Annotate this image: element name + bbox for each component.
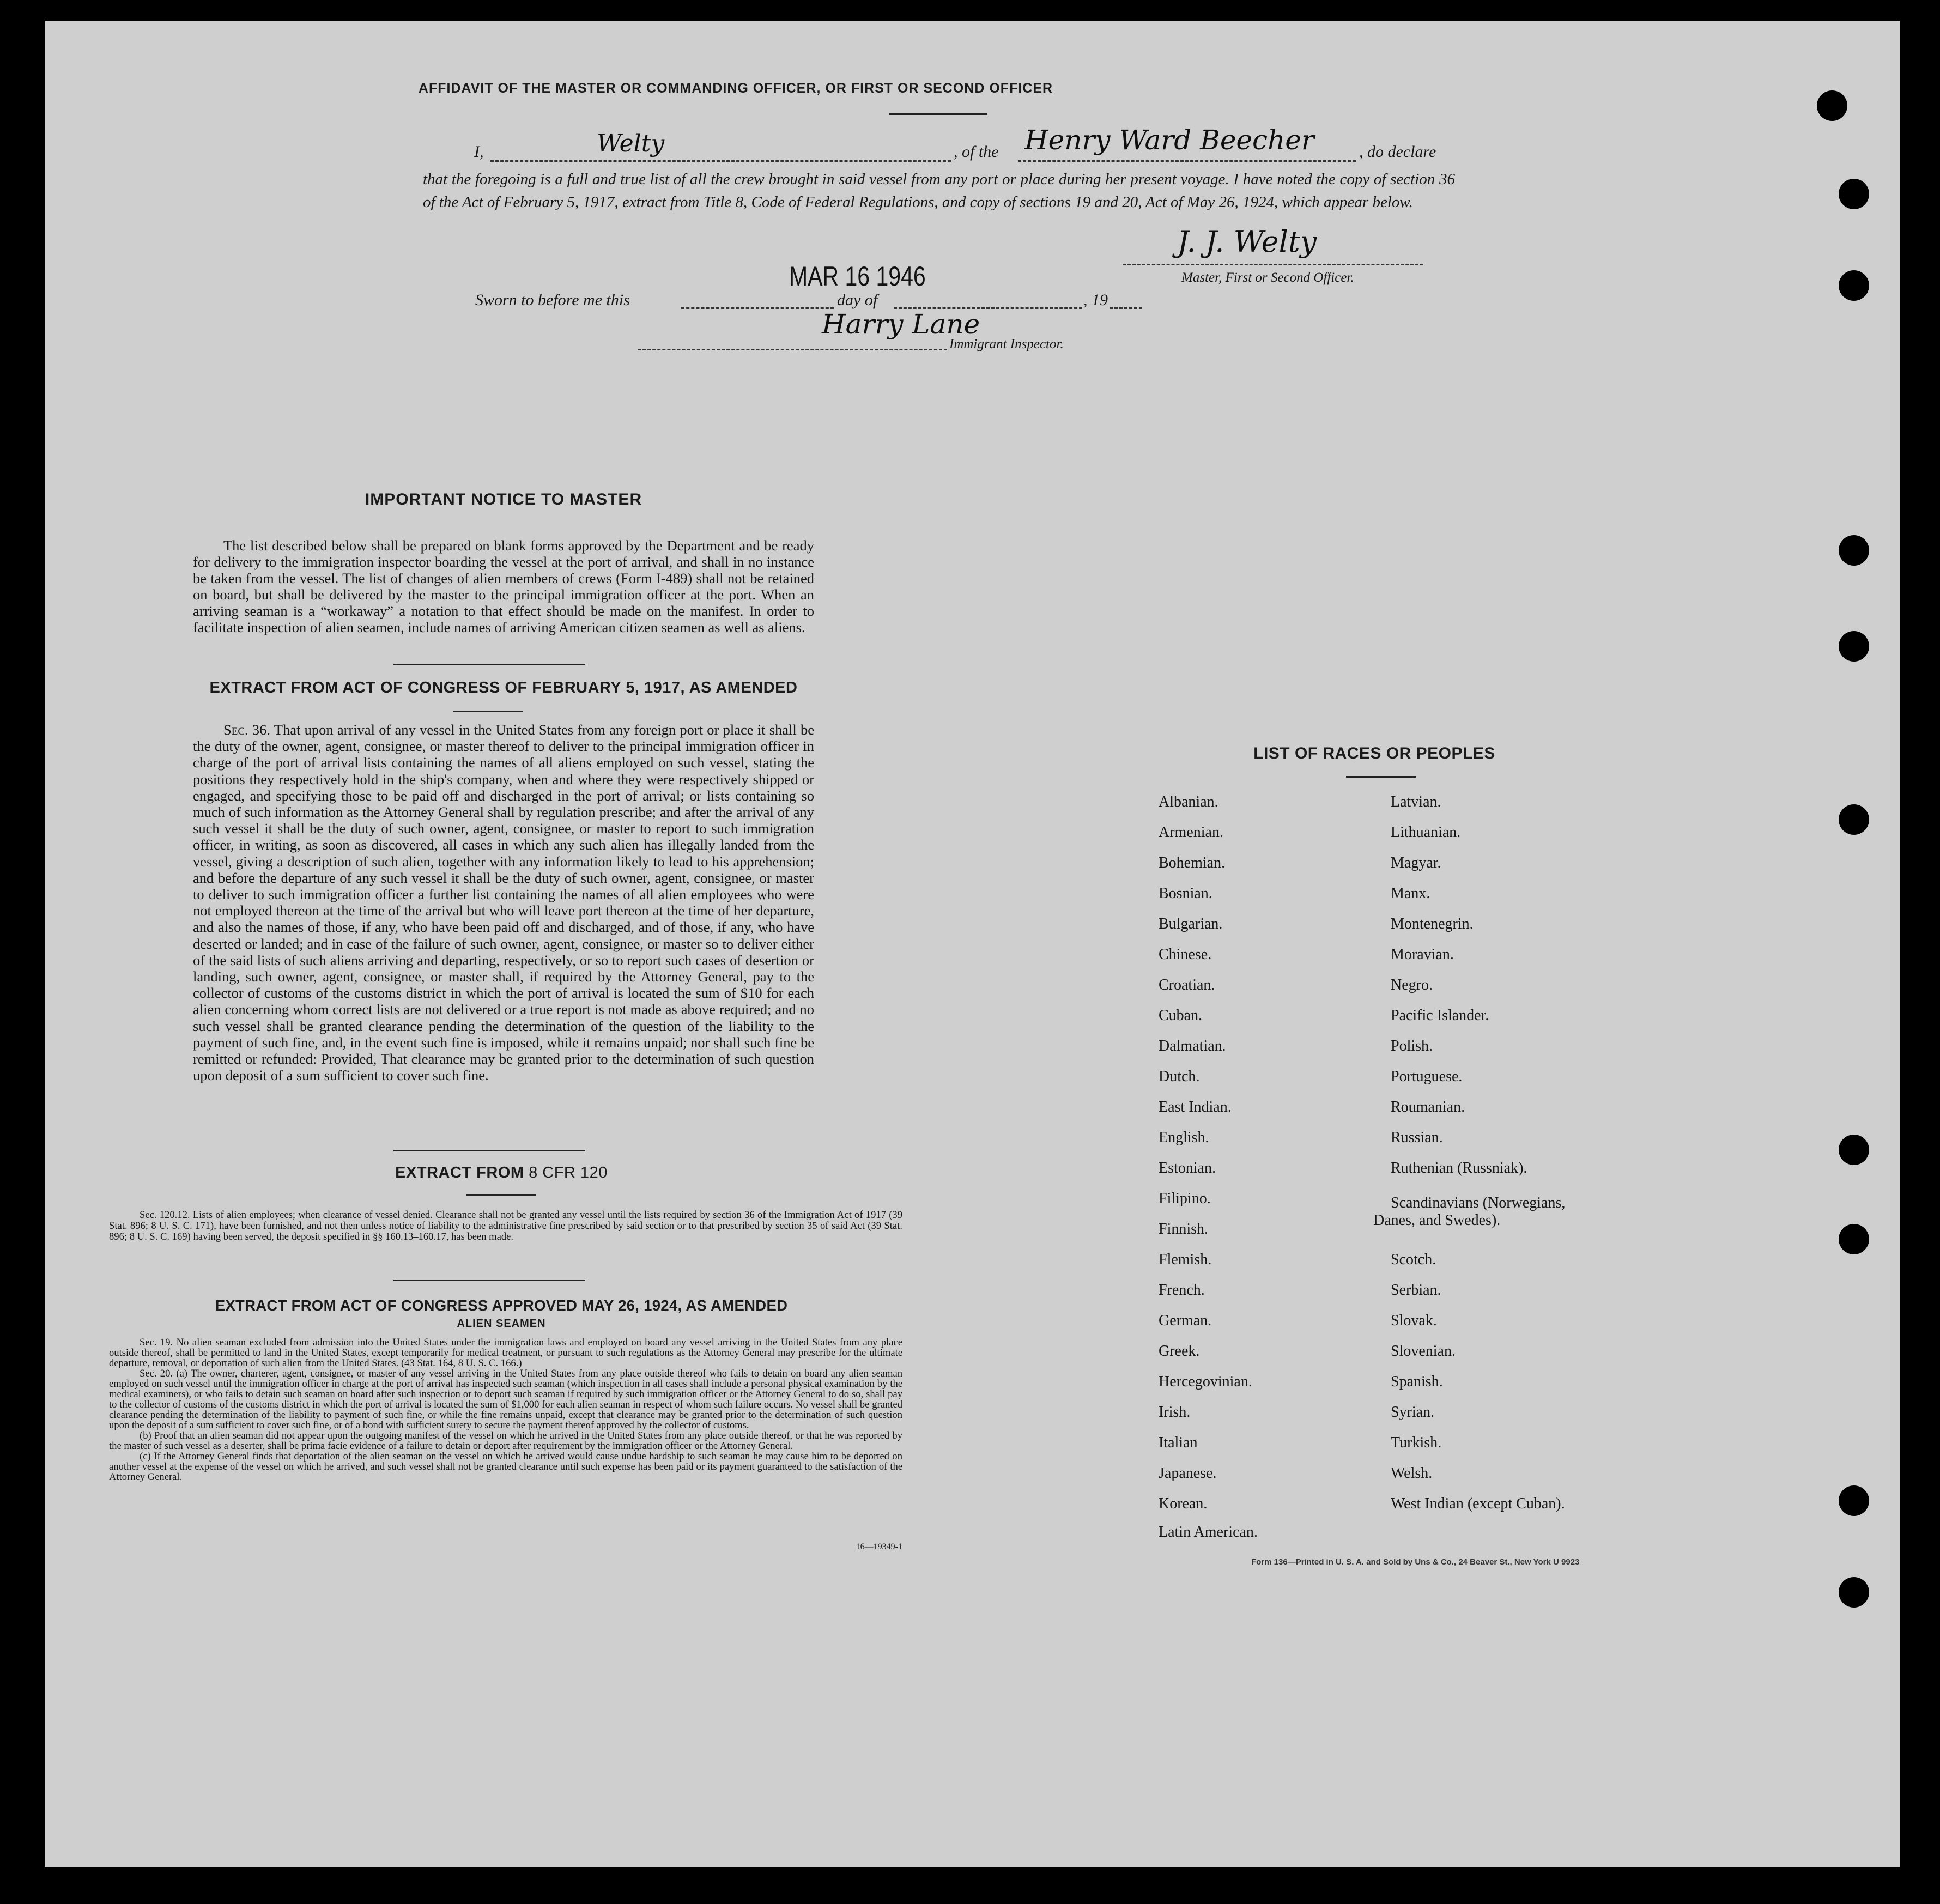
punch-hole [1839,1485,1869,1516]
extract-1924-subheading: ALIEN SEAMEN [457,1318,546,1330]
race-item: Slovak. [1391,1312,1437,1329]
race-item: Latvian. [1391,793,1441,810]
race-item: Roumanian. [1391,1099,1465,1115]
race-item: Russian. [1391,1129,1443,1146]
race-item: Pacific Islander. [1391,1007,1489,1024]
punch-hole [1839,804,1869,835]
race-item: Spanish. [1391,1373,1443,1390]
punch-hole [1839,1577,1869,1608]
printer-footer: Form 136—Printed in U. S. A. and Sold by Uns & Co., 24 Beaver St., New York U 9923 [1251,1557,1580,1567]
race-item: Moravian. [1391,946,1454,963]
cfr-heading: EXTRACT FROM 8 CFR 120 [395,1164,608,1181]
race-item: Welsh. [1391,1465,1433,1482]
race-item: Cuban. [1159,1007,1203,1024]
race-item: German. [1159,1312,1212,1329]
affidavit-i-label: I, [474,143,484,161]
race-item: Portuguese. [1391,1068,1463,1085]
sworn-label: Sworn to before me this [475,291,630,309]
race-item: Irish. [1159,1404,1191,1421]
race-item: Magyar. [1391,854,1441,871]
race-item: Croatian. [1159,977,1215,993]
race-item: Bosnian. [1159,885,1212,902]
cfr-body: Sec. 120.12. Lists of alien employees; when clearance of vessel denied. Clearance shall not be granted any vessel until the lists required by section 36 of the Immigration Act of 1917 (39 Stat. 896; 8 U. S. C. 171), have been furnished, and not then unless notice of liability to the administrative fine prescribed by said section or to that prescribed by section 35 of said Act (39 Stat. 896; 8 U. S. C. 169) having been served, the deposit specified in §§ 160.13–160.17, has been made. [109,1209,902,1242]
race-item: Hercegovinian. [1159,1373,1252,1390]
punch-hole [1839,270,1869,301]
race-item: Armenian. [1159,824,1223,841]
race-item: Manx. [1391,885,1430,902]
inspector-caption: Immigrant Inspector. [949,337,1064,351]
notice-heading: IMPORTANT NOTICE TO MASTER [365,490,642,508]
sworn-year-line [1110,289,1142,309]
sec-19-body: Sec. 19. No alien seaman excluded from admission into the United States under the immigration laws and employed on board any vessel arriving in the United States from any place outside thereof, shall be permitted to land in the United States, except temporarily for medical treatment, or pursuant to such regulations as the Attorney General may prescribe for the ultimate departure, removal, or deportation of such alien from the United States. (43 Stat. 164, 8 U. S. C. 166.) [109,1337,902,1369]
punch-hole [1817,90,1847,121]
affidavit-declare-label: , do declare [1359,143,1436,161]
race-item: Chinese. [1159,946,1212,963]
race-item: Scotch. [1391,1251,1436,1268]
race-item: Ruthenian (Russniak). [1391,1160,1527,1177]
form-code: 16—19349-1 [856,1542,902,1551]
vessel-name-handwritten: Henry Ward Beecher [1024,124,1314,156]
race-item: Bulgarian. [1159,915,1223,932]
notice-body: The list described below shall be prepared on blank forms approved by the Department and be ready for delivery to the immigration inspector boarding the vessel at the port of arrival, and shall in no instance be taken from the vessel. The list of changes of alien members of crews (Form I-489) shall not be retained on board, but shall be delivered by the master to the principal immigration officer at the port. When an arriving seaman is a “workaway” a notation to that effect should be made on the manifest. In order to facilitate inspection of alien seamen, include names of arriving American citizen seamen as well as aliens. [193,537,814,635]
race-item: Scandinavians (Norwegians, [1391,1194,1566,1211]
race-item: West Indian (except Cuban). [1391,1495,1565,1512]
race-item: Greek. [1159,1343,1200,1360]
affidavit-of-the-label: , of the [954,143,999,161]
divider [466,1194,536,1196]
race-item: Japanese. [1159,1465,1217,1482]
race-item: Bohemian. [1159,854,1226,871]
race-item: Dutch. [1159,1068,1200,1085]
affidavit-body: that the foregoing is a full and true list of all the crew brought in said vessel from any port or place during her present voyage. I have noted the copy of section 36 of the Act of February 5, 1917, extract from Title 8, Code of Federal Regulations, and copy of sections 19 and 20, Act of May 26, 1924, which appear below. [423,171,1455,211]
sec-20-a-body: Sec. 20. (a) The owner, charterer, agent, consignee, or master of any vessel arriving in the United States from any place outside thereof who fails to detain on board any alien seaman employed on such vessel until the immigration officer in charge at the port of arrival has inspected such seaman (which inspection in all cases shall include a personal physical examination by the medical examiners), or who fails to detain such seaman on board after such inspection or to deport such seaman if required by such immigration officer or the Attorney General to do so, shall pay to the collector of customs of the customs district in which the port of arrival is located the sum of $1,000 for each alien seaman in respect of whom such failure occurs. No vessel shall be granted clearance pending the determination of the liability to payment of such fine, or while the fine remains unpaid, except that clearance may be granted prior to the determination of such question upon the deposit of a sum sufficient to cover such fine, or of a bond with sufficient surety to secure the payment thereof approved by the collector of customs. [109,1368,902,1431]
race-item: Estonian. [1159,1160,1216,1177]
punch-hole [1839,179,1869,209]
race-item: Italian [1159,1434,1198,1451]
race-item: Syrian. [1391,1404,1435,1421]
race-item: Dalmatian. [1159,1038,1226,1054]
extract-1924-heading: EXTRACT FROM ACT OF CONGRESS APPROVED MAY 26, 1924, AS AMENDED [215,1297,788,1314]
extract-1917-heading: EXTRACT FROM ACT OF CONGRESS OF FEBRUARY 5, 1917, AS AMENDED [209,679,798,696]
divider [393,1150,585,1151]
punch-hole [1839,631,1869,662]
race-item: Negro. [1391,977,1433,993]
affidavit-title: AFFIDAVIT OF THE MASTER OR COMMANDING OFFICER, OR FIRST OR SECOND OFFICER [418,81,1053,96]
race-item: Lithuanian. [1391,824,1461,841]
sworn-month-line [894,289,1082,309]
race-item: Danes, and Swedes). [1373,1212,1501,1229]
master-signature: J. J. Welty [1177,225,1317,259]
divider [393,1280,585,1281]
year-prefix: , 19 [1083,291,1108,309]
race-item: Montenegrin. [1391,915,1474,932]
race-item: Flemish. [1159,1251,1212,1268]
master-name-line [490,141,951,162]
race-item: English. [1159,1129,1209,1146]
race-item: East Indian. [1159,1099,1232,1115]
master-name-handwritten: Welty [597,130,665,157]
race-item: Filipino. [1159,1190,1211,1207]
sec-20-c-body: (c) If the Attorney General finds that deportation of the alien seaman on the vessel on which he arrived would cause undue hardship to such seaman he may cause him to be deported on another vessel at the expense of the vessel on which he arrived, and such vessel shall not be granted clearance until such expense has been paid or its payment guaranteed to the satisfaction of the Attorney General. [109,1451,902,1483]
extract-1917-body: Sec. 36. That upon arrival of any vessel in the United States from any foreign port or place it shall be the duty of the owner, agent, consignee, or master thereof to deliver to the principal immigration officer in charge of the port of arrival lists containing the names of all aliens employed on such vessel, stating the positions they respectively hold in the ship's company, when and where they were respectively shipped or engaged, and specifying those to be paid off and discharged in the port of arrival; or lists containing so much of such information as the Attorney General shall by regulation prescribe; and after the arrival of any such vessel it shall be the duty of such owner, agent, consignee, or master to report to such immigration officer, in writing, as soon as discovered, all cases in which any such alien has illegally landed from the vessel, giving a description of such alien, together with any information likely to lead to his apprehension; and before the departure of any such vessel it shall be the duty of such owner, agent, consignee, or master to deliver to such immigration officer a further list containing the names of all alien employees who were not employed thereon at the time of the arrival but who will leave port thereon at the time of her departure, and also the names of those, if any, who have been paid off and discharged, and of those, if any, who have deserted or landed; and in case of the failure of such owner, agent, consignee, or master so to deliver either of the said lists of such aliens arriving and departing, respectively, or so to report such cases of desertion or landing, such owner, agent, consignee, or master shall, if required by the Attorney General, pay to the collector of customs of the customs district in which the port of arrival is located the sum of $10 for each alien concerning whom correct lists are not delivered or a true report is not made as above required; and no such vessel shall be granted clearance pending the determination of the question of the liability to the payment of such fine, and, in the event such fine is imposed, while it remains unpaid; nor shall such fine be remitted or refunded: Provided, That clearance may be granted prior to the determination of such question upon deposit of a sum sufficient to cover such fine. [193,721,814,1084]
race-item: French. [1159,1282,1205,1299]
race-item: Slovenian. [1391,1343,1456,1360]
sec-20-b-body: (b) Proof that an alien seaman did not appear upon the outgoing manifest of the vessel on which he arrived in the United States from any place outside thereof, or that he was reported by the master of such vessel as a deserter, shall be prima facie evidence of a failure to detain or deport after requirement by the immigration officer or the Attorney General. [109,1430,902,1452]
punch-hole [1839,1224,1869,1254]
divider [1346,776,1416,778]
race-item: Finnish. [1159,1221,1209,1238]
punch-hole [1839,1135,1869,1165]
race-item: Korean. [1159,1495,1208,1512]
day-of-label: day of [837,291,878,309]
race-item: Latin American. [1159,1524,1258,1541]
races-heading: LIST OF RACES OR PEOPLES [1253,744,1495,762]
race-item: Serbian. [1391,1282,1441,1299]
punch-hole [1839,535,1869,566]
divider [453,711,523,712]
date-stamp: MAR 16 1946 [789,261,926,292]
race-item: Polish. [1391,1038,1433,1054]
race-item: Turkish. [1391,1434,1442,1451]
inspector-signature: Harry Lane [822,308,980,340]
divider [889,113,987,115]
signature-line [1123,246,1423,265]
race-item: Albanian. [1159,793,1218,810]
signature-caption: Master, First or Second Officer. [1181,270,1354,285]
divider [393,664,585,665]
